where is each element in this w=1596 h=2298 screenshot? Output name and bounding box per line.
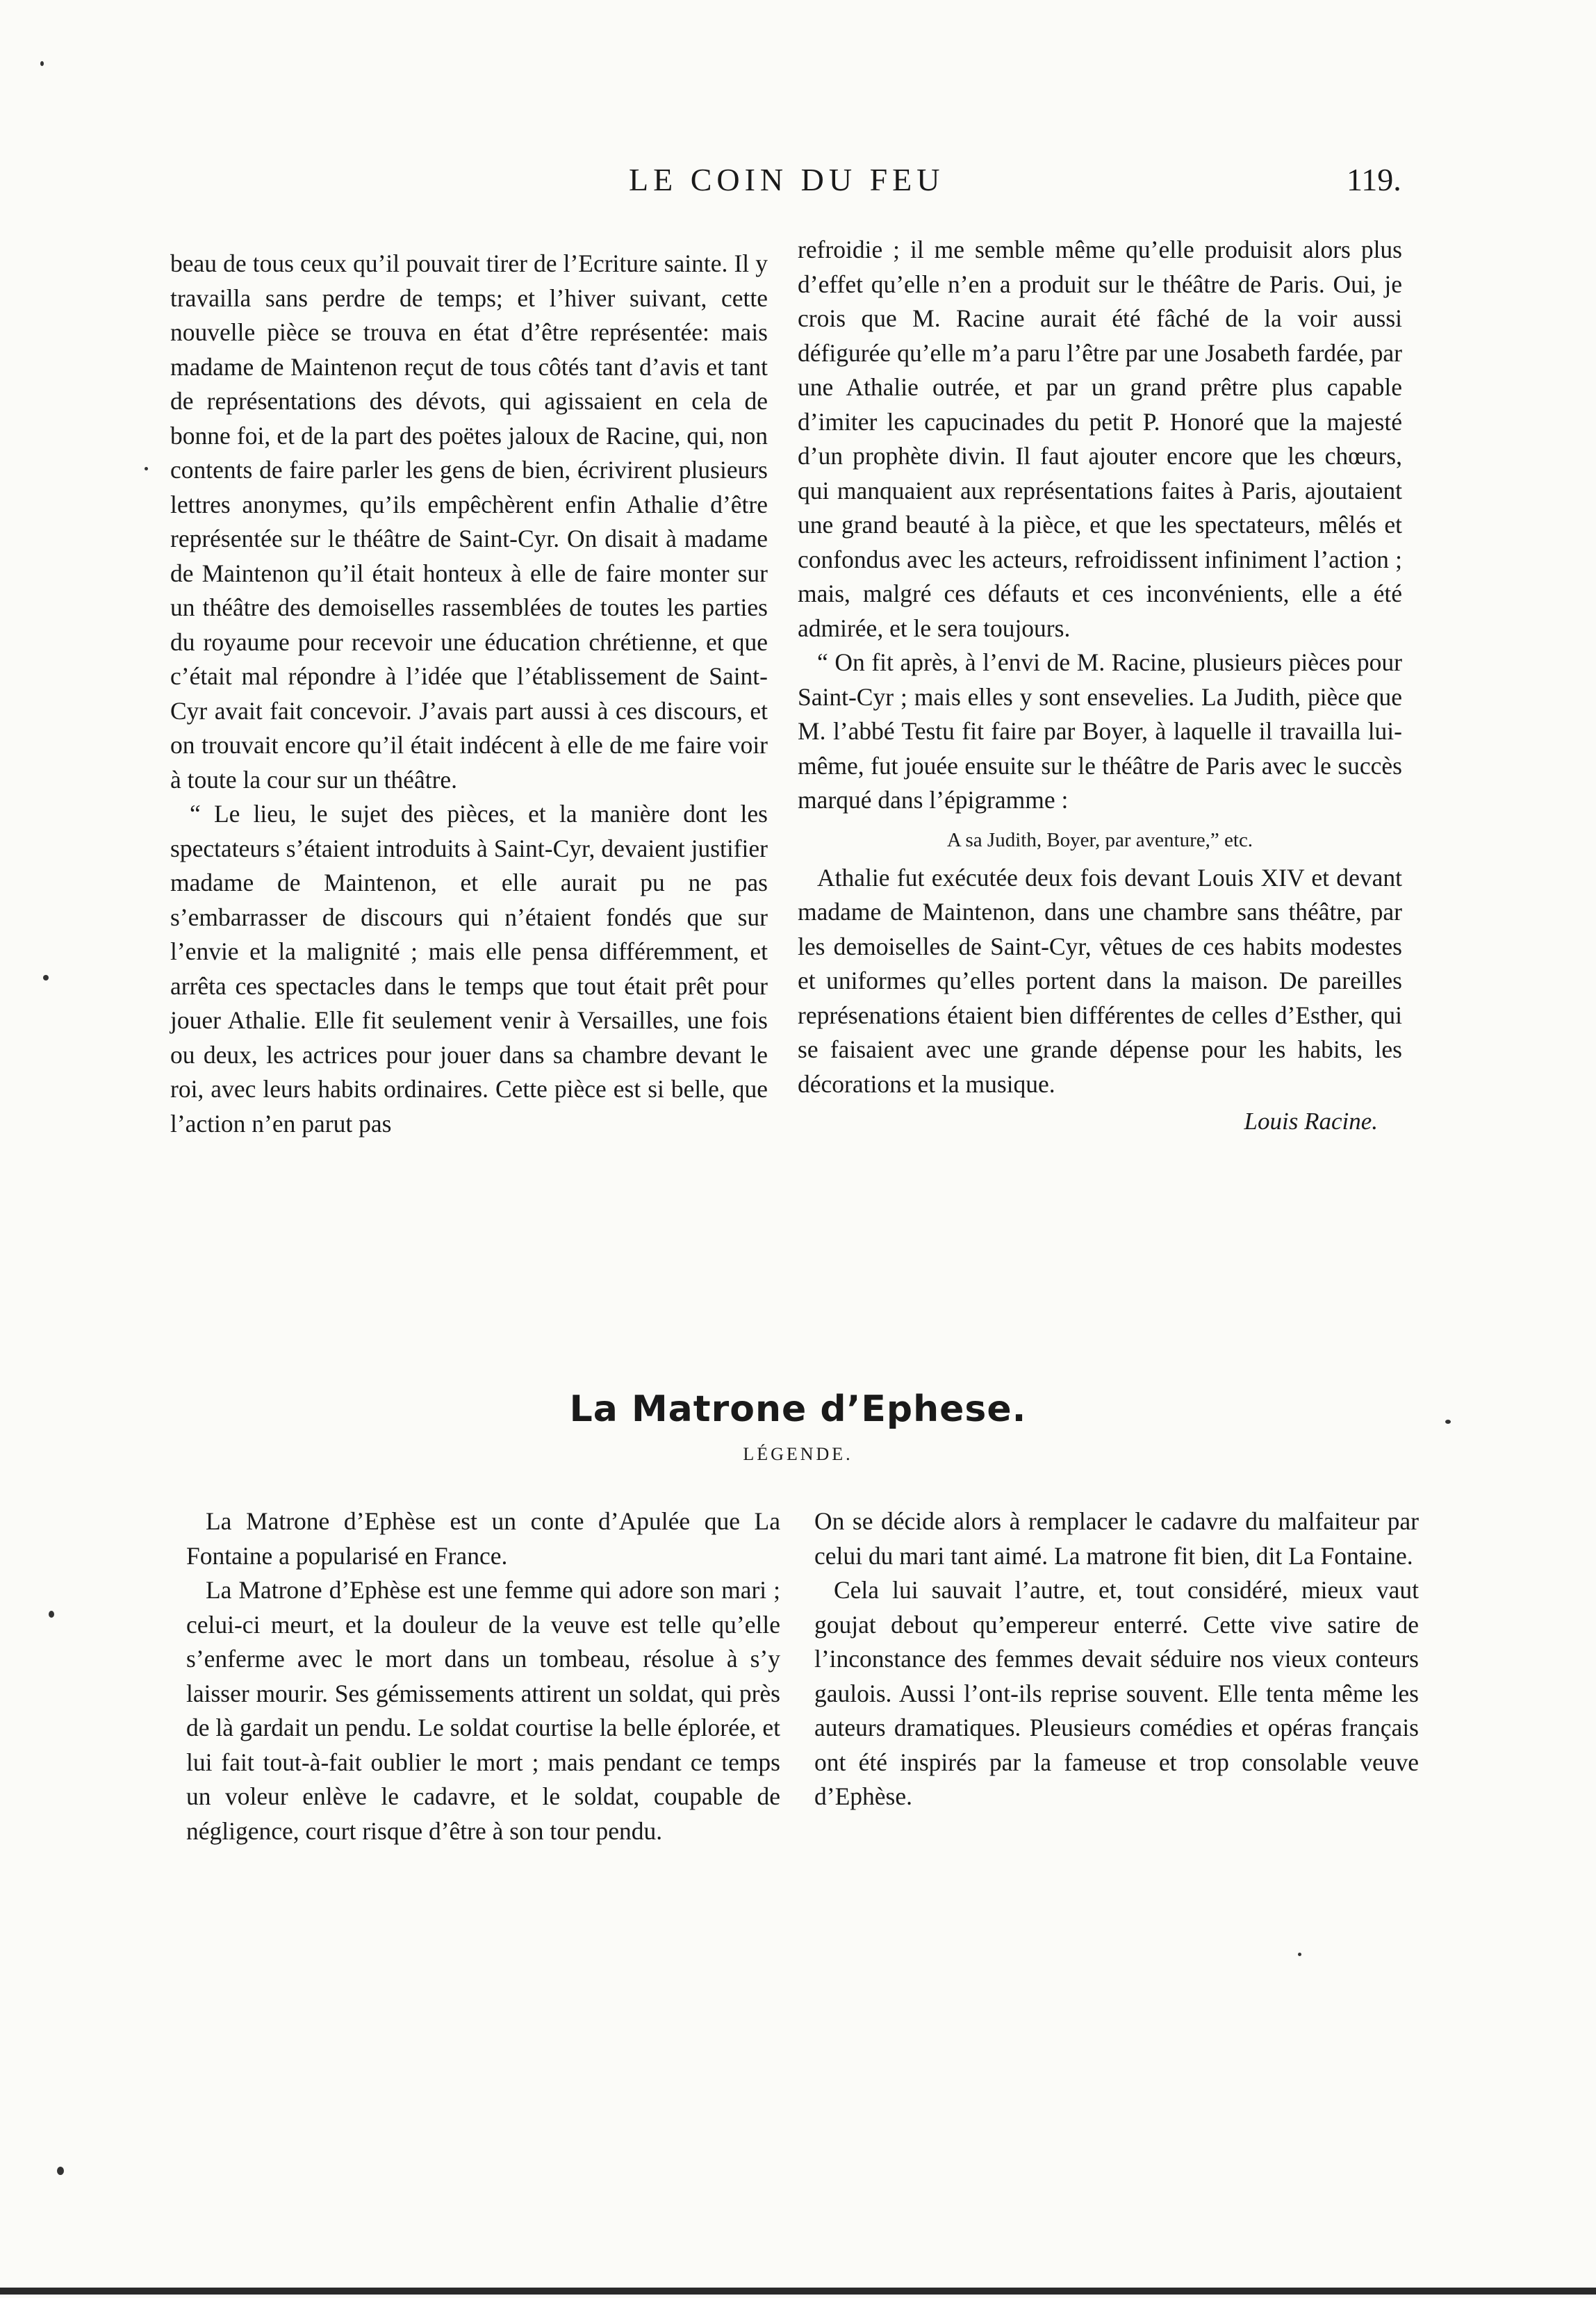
article-title: La Matrone d’Ephese. <box>569 1388 1027 1430</box>
body-paragraph: La Matrone d’Ephèse est une femme qui adore son mari ; celui-ci meurt, et la douleur de la veuve est telle qu’elle s’enferme avec le mort dans un tombeau, résolue à s’y laisser mourir. Ses gémissements attirent un soldat, qui près de là gardait un pendu. Le soldat courtise la belle éplorée, et lui fait tout-à-fait oublier le mort ; mais pendant ce temps un voleur enlève le cadavre, et le soldat, coupable de négligence, court risque d’être à son tour pendu. <box>186 1576 780 1845</box>
paper-speck <box>43 975 49 980</box>
top-left-column <box>170 247 768 1141</box>
body-paragraph: beau de tous ceux qu’il pouvait tirer de l’Ecriture sainte. Il y travailla sans perdre de temps; et l’hiver suivant, cette nouvelle pièce se trouva en état d’être représentée: mais madame de Maintenon reçut de tous côtés tant d’avis et tant de représentations des dévots, qui agissaient en cela de bonne foi, et de la part des poëtes jaloux de Racine, qui, non contents de faire parler les gens de bien, écrivirent plusieurs lettres anonymes, qu’ils empêchèrent enfin Athalie d’être représentée sur le théâtre de Saint-Cyr. On disait à madame de Maintenon qu’il était honteux à elle de faire monter sur un théâtre des demoiselles rassemblées de toutes les parties du royaume pour recevoir une éducation chrétienne, et que c’était mal répondre à l’idée que l’établissement de Saint-Cyr avait fait concevoir. J’avais part aussi à ces discours, et on trouvait encore qu’il était indécent à elle de me faire voir à toute la cour sur un théâtre. <box>170 249 768 794</box>
body-paragraph: La Matrone d’Ephèse est un conte d’Apulée que La Fontaine a popularisé en France. <box>186 1507 780 1570</box>
body-paragraph: “ Le lieu, le sujet des pièces, et la manière dont les spectateurs s’étaient introduits à Saint-Cyr, devaient justifier madame de Maintenon, et elle aurait pu ne pas s’embarrasser de discours qui n’étaient fondés que sur l’envie et la malignité ; mais elle pensa différemment, et arrêta ces spectacles dans le temps que tout était prêt pour jouer Athalie. Elle fit seulement venir à Versailles, une fois ou deux, les actrices pour jouer dans sa chambre devant le roi, avec leurs habits ordinaires. Cette pièce est si belle, que l’action n’en parut pas <box>170 800 768 1138</box>
author-signature: Louis Racine. <box>1244 1108 1378 1135</box>
article-subtitle: LÉGENDE. <box>743 1444 853 1464</box>
top-right-column <box>798 233 1402 1139</box>
epigram-quote: A sa Judith, Boyer, par aventure,” etc. <box>946 828 1253 851</box>
paper-speck <box>1298 1953 1301 1956</box>
body-paragraph: On se décide alors à remplacer le cadavre du malfaiteur par celui du mari tant aimé. La matrone fit bien, dit La Fontaine. <box>814 1507 1419 1570</box>
article-left-column <box>186 1504 780 1848</box>
body-paragraph: refroidie ; il me semble même qu’elle produisit alors plus d’effet qu’elle n’en a produit sur le théâtre de Paris. Oui, je crois que M. Racine aurait été fâché de la voir aussi défigurée qu’elle m’a paru l’être par une Josabeth fardée, par une Athalie outrée, et par un grand prêtre plus capable d’imiter les capucinades du petit P. Honoré que la majesté d’un prophète divin. Il faut ajouter encore que les chœurs, qui manquaient aux représentations faites à Paris, ajoutaient une grand beauté à la pièce, et que les spectateurs, mêlés et confondus avec les acteurs, refroidissent infiniment l’action ; mais, malgré ces défauts et ces inconvénients, elle a été admirée, et le sera toujours. <box>798 236 1402 642</box>
paper-speck <box>145 467 148 470</box>
body-paragraph: “ On fit après, à l’envi de M. Racine, plusieurs pièces pour Saint-Cyr ; mais elles y sont ensevelies. La Judith, pièce que M. l’abbé Testu fit faire par Boyer, à laquelle il travailla lui-même, fut jouée ensuite sur le théâtre de Paris avec le succès marqué dans l’épigramme : <box>798 648 1402 814</box>
paper-speck <box>57 2167 64 2175</box>
body-paragraph: Athalie fut exécutée deux fois devant Louis XIV et devant madame de Maintenon, dans une chambre sans théâtre, par les demoiselles de Saint-Cyr, vêtues de ces habits modestes et uniformes qu’elles portent dans la maison. De pareilles représenations étaient bien différentes de celles d’Esther, qui se faisaient avec une grande dépense pour les habits, les décorations et la musique. <box>798 863 1402 1098</box>
running-title: LE COIN DU FEU <box>629 162 945 197</box>
page-number: 119. <box>1347 162 1401 197</box>
article-right-column <box>814 1504 1419 1814</box>
paper-speck <box>40 61 44 66</box>
paper-speck <box>1445 1420 1451 1424</box>
paper-speck <box>49 1611 54 1618</box>
page-edge-rule <box>0 2288 1596 2295</box>
page-header <box>0 161 1596 210</box>
body-paragraph: Cela lui sauvait l’autre, et, tout considéré, mieux vaut goujat debout qu’empereur enterré. Cette vive satire de l’inconstance des femmes devait séduire nos vieux conteurs gaulois. Aussi l’ont-ils reprise souvent. Elle tenta même les auteurs dramatiques. Pleusieurs comédies et opéras français ont été inspirés par la fameuse et trop consolable veuve d’Ephèse. <box>814 1576 1419 1810</box>
